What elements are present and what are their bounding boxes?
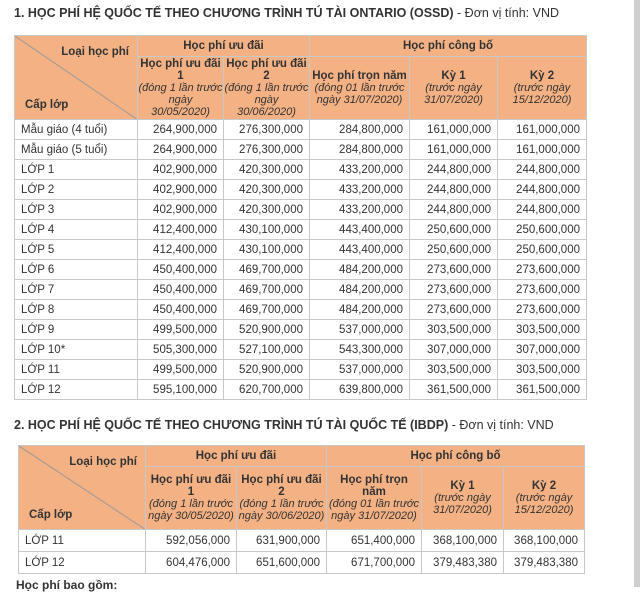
table-row — [15, 160, 587, 180]
grade-cell: Mẫu giáo (4 tuổi) — [15, 120, 138, 140]
discount-2-cell: 430,100,000 — [224, 220, 310, 240]
tuition-table-ibdp — [18, 445, 585, 574]
discount-1-cell: 450,400,000 — [138, 300, 224, 320]
term-2-cell: 244,800,000 — [498, 200, 587, 220]
discount-2-cell: 469,700,000 — [224, 300, 310, 320]
discount-1-cell: 499,500,000 — [138, 360, 224, 380]
discount-1-cell: 264,900,000 — [138, 120, 224, 140]
grade-cell: LỚP 9 — [15, 320, 138, 340]
discount-2-cell: 651,600,000 — [237, 552, 327, 574]
term-1-cell: 250,600,000 — [410, 240, 498, 260]
term-2-cell: 368,100,000 — [504, 530, 585, 552]
table-row — [15, 180, 587, 200]
grade-cell: LỚP 11 — [19, 530, 146, 552]
table-row — [19, 530, 585, 552]
discount-1-cell: 402,900,000 — [138, 160, 224, 180]
term-1-cell: 244,800,000 — [410, 160, 498, 180]
table-row — [15, 360, 587, 380]
full-year-cell: 484,200,000 — [310, 300, 410, 320]
term-1-cell: 273,600,000 — [410, 300, 498, 320]
discount-1-cell: 450,400,000 — [138, 280, 224, 300]
term-2-cell: 250,600,000 — [498, 220, 587, 240]
table-row — [15, 140, 587, 160]
term-1-cell: 244,800,000 — [410, 180, 498, 200]
section1-title: 1. HỌC PHÍ HỆ QUỐC TẾ THEO CHƯƠNG TRÌNH TÚ TÀI ONTARIO (OSSD) — [14, 6, 454, 20]
section1-heading — [14, 6, 559, 20]
table-row — [15, 320, 587, 340]
discount-2-cell: 430,100,000 — [224, 240, 310, 260]
term-2-cell: 303,500,000 — [498, 360, 587, 380]
grade-cell: LỚP 10* — [15, 340, 138, 360]
col-header-term-1: Kỳ 1 (trước ngày 31/07/2020) — [410, 57, 498, 120]
table-row — [15, 120, 587, 140]
corner-label-grade: Cấp lớp — [25, 99, 69, 111]
discount-2-cell: 420,300,000 — [224, 200, 310, 220]
term-1-cell: 361,500,000 — [410, 380, 498, 400]
scrollbar-thumb[interactable] — [634, 0, 640, 587]
table-row — [15, 280, 587, 300]
full-year-cell: 433,200,000 — [310, 180, 410, 200]
discount-2-cell: 527,100,000 — [224, 340, 310, 360]
term-1-cell: 273,600,000 — [410, 260, 498, 280]
discount-1-cell: 499,500,000 — [138, 320, 224, 340]
term-1-cell: 161,000,000 — [410, 120, 498, 140]
discount-2-cell: 620,700,000 — [224, 380, 310, 400]
discount-1-cell: 450,400,000 — [138, 260, 224, 280]
table-row — [15, 220, 587, 240]
term-2-cell: 244,800,000 — [498, 160, 587, 180]
discount-2-cell: 520,900,000 — [224, 360, 310, 380]
grade-cell: LỚP 5 — [15, 240, 138, 260]
discount-2-cell: 276,300,000 — [224, 120, 310, 140]
term-2-cell: 273,600,000 — [498, 260, 587, 280]
table-row — [15, 260, 587, 280]
corner-label-grade: Cấp lớp — [29, 509, 73, 521]
full-year-cell: 671,700,000 — [327, 552, 422, 574]
discount-1-cell: 595,100,000 — [138, 380, 224, 400]
term-2-cell: 161,000,000 — [498, 120, 587, 140]
full-year-cell: 537,000,000 — [310, 320, 410, 340]
discount-2-cell: 469,700,000 — [224, 260, 310, 280]
full-year-cell: 443,400,000 — [310, 220, 410, 240]
discount-2-cell: 276,300,000 — [224, 140, 310, 160]
col-header-discount-1: Học phí ưu đãi 1 (đóng 1 lần trước ngày 30/05/2020) — [138, 58, 223, 119]
section1-unit: - Đơn vị tính: VND — [453, 6, 560, 20]
term-2-cell: 244,800,000 — [498, 180, 587, 200]
full-year-cell: 543,300,000 — [310, 340, 410, 360]
discount-1-cell: 402,900,000 — [138, 180, 224, 200]
discount-1-cell: 412,400,000 — [138, 240, 224, 260]
table-row — [15, 340, 587, 360]
discount-2-cell: 631,900,000 — [237, 530, 327, 552]
discount-2-cell: 520,900,000 — [224, 320, 310, 340]
grade-cell: LỚP 3 — [15, 200, 138, 220]
discount-1-cell: 402,900,000 — [138, 200, 224, 220]
full-year-cell: 484,200,000 — [310, 260, 410, 280]
grade-cell: LỚP 12 — [19, 552, 146, 574]
col-header-term-1: Kỳ 1 (trước ngày 31/07/2020) — [422, 467, 504, 530]
table-row — [15, 300, 587, 320]
discount-1-cell: 604,476,000 — [146, 552, 237, 574]
term-1-cell: 250,600,000 — [410, 220, 498, 240]
grade-cell: Mẫu giáo (5 tuổi) — [15, 140, 138, 160]
full-year-cell: 284,800,000 — [310, 120, 410, 140]
term-2-cell: 361,500,000 — [498, 380, 587, 400]
corner-header-cell — [15, 36, 138, 120]
term-1-cell: 303,500,000 — [410, 360, 498, 380]
term-2-cell: 161,000,000 — [498, 140, 587, 160]
discount-2-cell: 469,700,000 — [224, 280, 310, 300]
grade-cell: LỚP 1 — [15, 160, 138, 180]
discount-1-cell: 505,300,000 — [138, 340, 224, 360]
full-year-cell: 433,200,000 — [310, 160, 410, 180]
scrollbar-track[interactable] — [634, 0, 640, 587]
full-year-cell: 639,800,000 — [310, 380, 410, 400]
grade-cell: LỚP 6 — [15, 260, 138, 280]
term-2-cell: 250,600,000 — [498, 240, 587, 260]
full-year-cell: 651,400,000 — [327, 530, 422, 552]
group-header-published: Học phí công bố — [327, 446, 585, 467]
col-header-term-2: Kỳ 2 (trước ngày 15/12/2020) — [498, 57, 587, 120]
table-row — [19, 552, 585, 574]
group-header-published: Học phí công bố — [310, 36, 587, 57]
discount-1-cell: 264,900,000 — [138, 140, 224, 160]
fee-includes-note: Học phí bao gồm: — [16, 578, 118, 592]
table-row — [15, 200, 587, 220]
grade-cell: LỚP 12 — [15, 380, 138, 400]
term-1-cell: 303,500,000 — [410, 320, 498, 340]
col-header-discount-2: Học phí ưu đãi 2 (đóng 1 lần trước ngày 30/06/2020) — [237, 467, 327, 530]
full-year-cell: 537,000,000 — [310, 360, 410, 380]
term-1-cell: 307,000,000 — [410, 340, 498, 360]
col-header-full-year: Học phí trọn năm (đóng 01 lần trước ngày 31/07/2020) — [327, 467, 422, 530]
grade-cell: LỚP 4 — [15, 220, 138, 240]
col-header-full-year: Học phí trọn năm (đóng 01 lần trước ngày 31/07/2020) — [310, 57, 410, 120]
col-header-discount-1: Học phí ưu đãi 1 (đóng 1 lần trước ngày 30/05/2020) — [146, 467, 237, 530]
term-2-cell: 273,600,000 — [498, 300, 587, 320]
section2-title: 2. HỌC PHÍ HỆ QUỐC TẾ THEO CHƯƠNG TRÌNH TÚ TÀI QUỐC TẾ (IBDP) — [14, 418, 449, 432]
col-header-term-2: Kỳ 2 (trước ngày 15/12/2020) — [504, 467, 585, 530]
discount-1-cell: 592,056,000 — [146, 530, 237, 552]
term-1-cell: 161,000,000 — [410, 140, 498, 160]
tuition-table-ossd — [14, 35, 587, 400]
term-2-cell: 303,500,000 — [498, 320, 587, 340]
full-year-cell: 484,200,000 — [310, 280, 410, 300]
corner-label-fee-type: Loại học phí — [61, 46, 129, 58]
discount-1-cell: 412,400,000 — [138, 220, 224, 240]
grade-cell: LỚP 8 — [15, 300, 138, 320]
grade-cell: LỚP 7 — [15, 280, 138, 300]
section2-unit: - Đơn vị tính: VND — [448, 418, 554, 432]
corner-label-fee-type: Loại học phí — [69, 456, 137, 468]
table-row — [15, 240, 587, 260]
discount-2-cell: 420,300,000 — [224, 180, 310, 200]
table-row — [15, 380, 587, 400]
grade-cell: LỚP 11 — [15, 360, 138, 380]
discount-2-cell: 420,300,000 — [224, 160, 310, 180]
term-2-cell: 307,000,000 — [498, 340, 587, 360]
term-1-cell: 244,800,000 — [410, 200, 498, 220]
full-year-cell: 433,200,000 — [310, 200, 410, 220]
term-1-cell: 368,100,000 — [422, 530, 504, 552]
full-year-cell: 284,800,000 — [310, 140, 410, 160]
group-header-discount: Học phí ưu đãi — [146, 446, 327, 467]
section2-heading — [14, 418, 554, 432]
term-2-cell: 273,600,000 — [498, 280, 587, 300]
group-header-discount: Học phí ưu đãi — [138, 36, 310, 57]
col-header-discount-2: Học phí ưu đãi 2 (đóng 1 lần trước ngày 30/06/2020) — [224, 58, 309, 119]
full-year-cell: 443,400,000 — [310, 240, 410, 260]
corner-header-cell — [19, 446, 146, 530]
grade-cell: LỚP 2 — [15, 180, 138, 200]
term-2-cell: 379,483,380 — [504, 552, 585, 574]
term-1-cell: 273,600,000 — [410, 280, 498, 300]
term-1-cell: 379,483,380 — [422, 552, 504, 574]
